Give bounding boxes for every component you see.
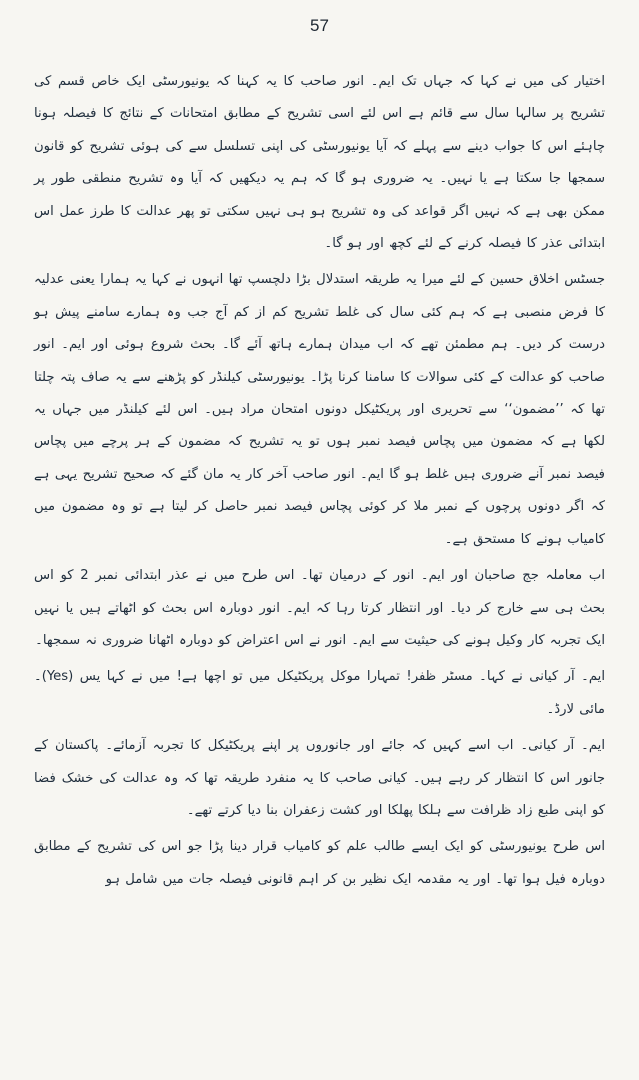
paragraph-4: ایم۔ آر کیانی نے کہا۔ مسٹر ظفر! تمہارا موکل پریکٹیکل میں تو اچھا ہے! میں نے کہا یس (Yes)۔ مائی لارڈ۔: [34, 669, 605, 717]
page-number: 57: [310, 16, 329, 35]
paragraph-2: جسٹس اخلاق حسین کے لئے میرا یہ طریقہ استدلال بڑا دلچسپ تھا انہوں نے کہا یہ ہمارا یعنی عدلیہ کا فرض منصبی ہے کہ ہم کئی سال کی غلط تشریح کم از کم آج جب وہ ہمارے سامنے پیش ہو درست کر دیں۔ ہم مطمئن تھے کہ اب میدان ہمارے ہاتھ آئے گا۔ بحث شروع ہوئی اور ایم۔ انور صاحب کو عدالت کے کئی سوالات کا سامنا کرنا پڑا۔ یونیورسٹی کیلنڈر کو پڑھنے سے یہ صاف پتہ چلتا تھا کہ ’’مضمون‘‘ سے تحریری اور پریکٹیکل دونوں امتحان مراد ہیں۔ اس لئے کیلنڈر میں جہاں یہ لکھا ہے کہ مضمون میں پچاس فیصد نمبر ہوں تو یہ تشریح کہ مضمون کے ہر پرچے میں پچاس فیصد نمبر آنے ضروری ہیں غلط ہو گا ایم۔ انور صاحب آخر کار یہ مان گئے کہ صحیح تشریح یہی ہے کہ اگر دونوں پرچوں کے نمبر ملا کر کوئی پچاس فیصد نمبر حاصل کر لیتا ہے تو وہ مضمون میں کامیاب ہونے کا مستحق ہے۔: [34, 272, 605, 547]
paragraph-5: ایم۔ آر کیانی۔ اب اسے کہیں کہ جائے اور جانوروں پر اپنے پریکٹیکل کا تجربہ آزمائے۔ پاکستان کے جانور اس کا انتظار کر رہے ہیں۔ کیانی صاحب کا یہ منفرد طریقہ تھا کہ وہ عدالت کی خشک فضا کو اپنی طبع زاد ظرافت سے ہلکا پھلکا اور کشت زعفران بنا دیا کرتے تھے۔: [34, 738, 605, 818]
paragraph-6: اس طرح یونیورسٹی کو ایک ایسے طالب علم کو کامیاب قرار دینا پڑا جو اس کی تشریح کے مطابق دوبارہ فیل ہوا تھا۔ اور یہ مقدمہ ایک نظیر بن کر اہم قانونی فیصلہ جات میں شامل ہو: [34, 839, 605, 887]
paragraph-3: اب معاملہ جج صاحبان اور ایم۔ انور کے درمیان تھا۔ اس طرح میں نے عذر ابتدائی نمبر 2 کو اس بحث ہی سے خارج کر دیا۔ اور انتظار کرتا رہا کہ ایم۔ انور دوبارہ اس بحث کو اٹھاتے ہیں یا نہیں ایک تجربہ کار وکیل ہونے کی حیثیت سے ایم۔ انور نے اس اعتراض کو دوبارہ اٹھانا ضروری نہ سمجھا۔: [34, 568, 605, 648]
paragraph-1: اختیار کی میں نے کہا کہ جہاں تک ایم۔ انور صاحب کا یہ کہنا کہ یونیورسٹی ایک خاص قسم کی تشریح پر سالہا سال سے قائم ہے اس لئے اسی تشریح کے مطابق امتحانات کے نتائج کا فیصلہ ہونا چاہئے اس کا جواب دینے سے پہلے کہ آیا یونیورسٹی کی اپنی تسلسل سے کی ہوئی تشریح کو قانون سمجھا جا سکتا ہے یا نہیں۔ یہ ضروری ہو گا کہ ہم یہ دیکھیں کہ آیا وہ تشریح منطقی طور پر ممکن بھی ہے کہ نہیں اگر قواعد کی وہ تشریح ہو ہی نہیں سکتی تو پھر عدالت کا طرز عمل اس ابتدائی عذر کا فیصلہ کرنے کے لئے کچھ اور ہو گا۔: [34, 74, 605, 252]
